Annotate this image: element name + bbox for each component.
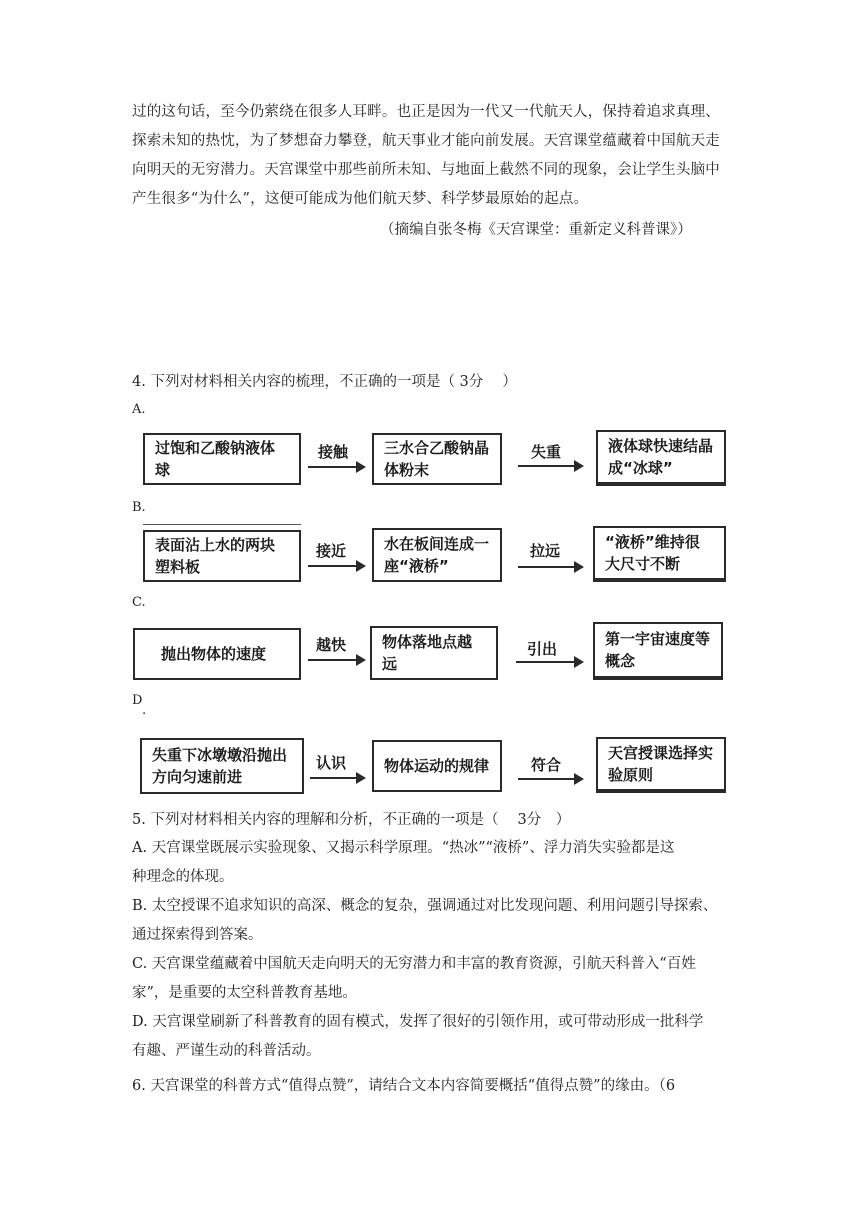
option-a-box-2: [372, 433, 502, 485]
option-c-box-3: [593, 622, 723, 680]
question-5-stem: 5. 下列对材料相关内容的理解和分析，不正确的一项是（ 3分 ）: [132, 812, 571, 828]
option-b-line-1: B. 太空授课不追求知识的高深、概念的复杂，强调通过对比发现问题、利用问题引导探索、: [132, 898, 718, 914]
box-text: 第一宇宙速度等概念: [605, 630, 711, 670]
option-b-top-rule: [143, 524, 301, 525]
option-b-box-2: [372, 528, 502, 582]
box-text: 失重下冰墩墩沿抛出方向匀速前进: [152, 746, 288, 786]
option-c-arrow-2: [516, 661, 582, 663]
passage-line: 过的这句话，至今仍萦绕在很多人耳畔。也正是因为一代又一代航天人，保持着追求真理、: [132, 104, 720, 120]
box-text: 三水合乙酸钠晶体粉末: [384, 439, 490, 479]
option-d-box-1: [140, 738, 304, 794]
option-c-arrow-1-label: 越快: [316, 636, 347, 654]
option-a-arrow-2-label: 失重: [531, 443, 562, 461]
option-d-dot: .: [142, 703, 147, 718]
passage-line: 向明天的无穷潜力。天宫课堂中那些前所未知、与地面上截然不同的现象，会让学生头脑中: [132, 162, 720, 178]
option-b-box-3: [593, 526, 726, 582]
box-text: 物体落地点越远: [382, 633, 473, 673]
option-a-line-1: A. 天宫课堂既展示实验现象、又揭示科学原理。“热冰”“液桥”、浮力消失实验都是这: [132, 840, 675, 856]
question-6-stem: 6. 天宫课堂的科普方式“值得点赞”，请结合文本内容简要概括“值得点赞”的缘由。（6: [132, 1078, 676, 1094]
option-a-box-1: [143, 433, 301, 485]
passage-line: 探索未知的热忱，为了梦想奋力攀登，航天事业才能向前发展。天宫课堂蕴藏着中国航天走: [132, 133, 720, 149]
passage-source: （摘编自张冬梅《天宫课堂：重新定义科普课》）: [380, 222, 692, 238]
option-c-arrow-2-label: 引出: [527, 640, 558, 658]
box-text: 水在板间连成一座“液桥”: [384, 535, 490, 575]
option-d-line-2: 有趣、严谨生动的科普活动。: [132, 1043, 321, 1059]
option-d-arrow-2-label: 符合: [531, 756, 562, 774]
option-a-line-2: 种理念的体现。: [132, 869, 234, 885]
box-text: 过饱和乙酸钠液体球: [155, 439, 276, 479]
passage-paragraph: [132, 98, 732, 214]
option-a-label: A.: [132, 402, 146, 417]
option-c-arrow-1: [308, 659, 364, 661]
box-text: 抛出物体的速度: [161, 645, 267, 663]
question-4-stem: 4. 下列对材料相关内容的梳理，不正确的一项是（ 3分 ）: [132, 374, 517, 390]
box-text: 液体球快速结晶成“冰球”: [608, 437, 714, 477]
option-a-arrow-1-label: 接触: [318, 443, 349, 461]
option-c-box-2: [370, 626, 498, 680]
option-a-arrow-2: [518, 465, 582, 467]
option-b-arrow-1-label: 接近: [316, 542, 347, 560]
option-c-line-2: 家”，是重要的太空科普教育基地。: [132, 985, 357, 1001]
option-b-line-2: 通过探索得到答案。: [132, 927, 263, 943]
option-d-box-3: [596, 737, 726, 793]
option-d-arrow-1-label: 认识: [316, 754, 347, 772]
option-c-line-1: C. 天宫课堂蕴藏着中国航天走向明天的无穷潜力和丰富的教育资源，引航天科普入“百姓: [132, 956, 696, 972]
box-text: 天宫授课选择实验原则: [608, 744, 714, 784]
option-d-box-2: [372, 740, 502, 792]
box-text: 物体运动的规律: [384, 757, 490, 775]
question-5-options: [132, 834, 736, 1066]
option-a-box-3: [596, 430, 726, 486]
option-a-arrow-1: [308, 466, 364, 468]
option-b-arrow-2-label: 拉远: [530, 542, 561, 560]
option-b-arrow-2: [518, 566, 582, 568]
option-d-line-1: D. 天宫课堂刷新了科普教育的固有模式，发挥了很好的引领作用，或可带动形成一批科学: [132, 1014, 704, 1030]
option-b-box-1: [143, 530, 301, 582]
option-c-box-1: [133, 628, 301, 680]
option-d-arrow-1: [310, 777, 364, 779]
option-d-label: D: [132, 693, 143, 708]
option-d-arrow-2: [518, 778, 582, 780]
option-c-label: C.: [132, 595, 146, 610]
option-b-label: B.: [132, 500, 146, 515]
box-text: 表面沾上水的两块塑料板: [155, 536, 276, 576]
passage-line: 产生很多“为什么”，这便可能成为他们航天梦、科学梦最原始的起点。: [132, 191, 589, 207]
option-b-arrow-1: [308, 565, 364, 567]
box-text: “液桥”维持很大尺寸不断: [605, 533, 700, 573]
